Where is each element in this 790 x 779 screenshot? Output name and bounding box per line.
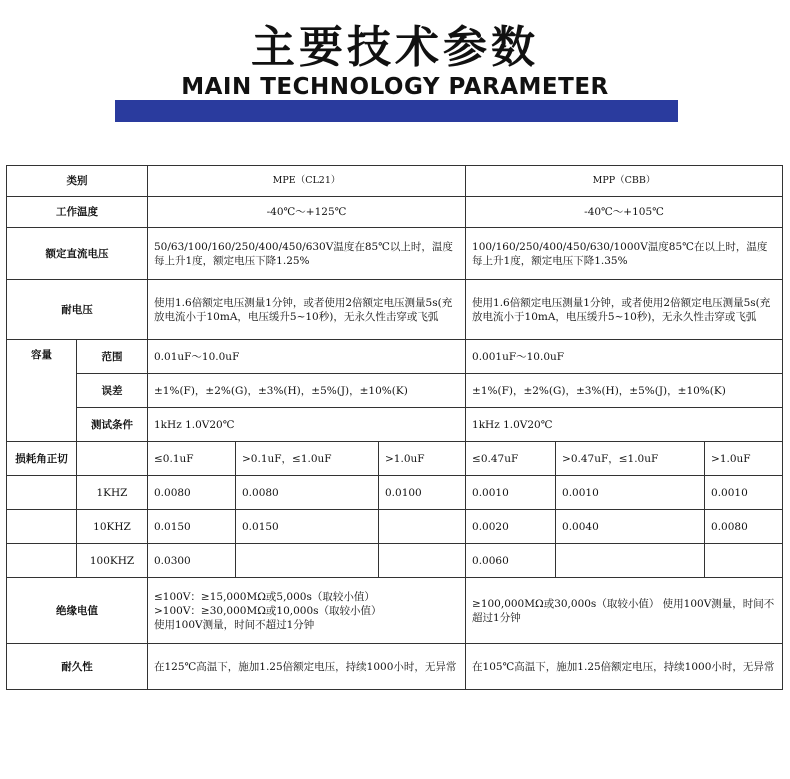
column-header-mpe: MPE（CL21） bbox=[148, 166, 466, 197]
durability-label: 耐久性 bbox=[7, 644, 148, 690]
test-condition-mpp: 1kHz 1.0V20℃ bbox=[466, 408, 783, 442]
range-label: 范围 bbox=[77, 340, 148, 374]
loss-value bbox=[379, 510, 466, 544]
temperature-label: 工作温度 bbox=[7, 197, 148, 228]
table-row-capacity-range bbox=[7, 340, 783, 374]
table-row-withstand bbox=[7, 280, 783, 340]
accent-bar bbox=[115, 100, 678, 122]
temperature-mpp: -40℃～+105℃ bbox=[466, 197, 783, 228]
insulation-mpe-line: 使用100V测量，时间不超过1分钟 bbox=[154, 618, 315, 631]
temperature-mpe: -40℃～+125℃ bbox=[148, 197, 466, 228]
loss-value bbox=[379, 544, 466, 578]
loss-value: 0.0010 bbox=[556, 476, 705, 510]
voltage-label: 额定直流电压 bbox=[7, 228, 148, 280]
loss-label: 损耗角正切 bbox=[7, 442, 77, 476]
insulation-label: 绝缘电值 bbox=[7, 578, 148, 644]
loss-freq: 1KHZ bbox=[77, 476, 148, 510]
withstand-label: 耐电压 bbox=[7, 280, 148, 340]
table-row-durability bbox=[7, 644, 783, 690]
table-row-temperature bbox=[7, 197, 783, 228]
page-title: 主要技术参数 bbox=[251, 22, 539, 73]
table-row-loss-header bbox=[7, 442, 783, 476]
loss-value bbox=[556, 544, 705, 578]
table-row-voltage bbox=[7, 228, 783, 280]
insulation-mpp: ≥100,000MΩ或30,000s（取较小值） 使用100V测量，时间不超过1分钟 bbox=[466, 578, 783, 644]
tolerance-label: 误差 bbox=[77, 374, 148, 408]
loss-value: 0.0300 bbox=[148, 544, 236, 578]
loss-freq: 100KHZ bbox=[77, 544, 148, 578]
loss-range-mpp-1: ≤0.47uF bbox=[466, 442, 556, 476]
loss-freq-blank bbox=[77, 442, 148, 476]
table-row-header bbox=[7, 166, 783, 197]
withstand-mpe: 使用1.6倍额定电压测量1分钟，或者使用2倍额定电压测量5s(充放电流小于10mA，电压缓升5~10秒)，无永久性击穿或飞弧 bbox=[148, 280, 466, 340]
loss-value: 0.0150 bbox=[236, 510, 379, 544]
durability-mpe: 在125℃高温下，施加1.25倍额定电压，持续1000小时，无异常 bbox=[148, 644, 466, 690]
loss-blank-cell bbox=[7, 476, 77, 510]
loss-range-mpp-3: >1.0uF bbox=[705, 442, 783, 476]
column-header-mpp: MPP（CBB） bbox=[466, 166, 783, 197]
loss-value: 0.0080 bbox=[705, 510, 783, 544]
loss-value: 0.0010 bbox=[705, 476, 783, 510]
withstand-mpp: 使用1.6倍额定电压测量1分钟，或者使用2倍额定电压测量5s(充放电流小于10mA，电压缓升5~10秒)，无永久性击穿或飞弧 bbox=[466, 280, 783, 340]
test-condition-label: 测试条件 bbox=[77, 408, 148, 442]
loss-blank-cell bbox=[7, 510, 77, 544]
loss-value bbox=[236, 544, 379, 578]
range-mpe: 0.01uF～10.0uF bbox=[148, 340, 466, 374]
loss-blank-cell bbox=[7, 544, 77, 578]
loss-value: 0.0020 bbox=[466, 510, 556, 544]
voltage-mpe: 50/63/100/160/250/400/450/630V温度在85℃以上时，温度每上升1度，额定电压下降1.25% bbox=[148, 228, 466, 280]
tolerance-mpp: ±1%(F)，±2%(G)，±3%(H)，±5%(J)，±10%(K) bbox=[466, 374, 783, 408]
table-row-insulation bbox=[7, 578, 783, 644]
loss-value: 0.0010 bbox=[466, 476, 556, 510]
voltage-mpp: 100/160/250/400/450/630/1000V温度85℃在以上时，温度每上升1度，额定电压下降1.35% bbox=[466, 228, 783, 280]
loss-value: 0.0080 bbox=[148, 476, 236, 510]
capacity-label: 容量 bbox=[7, 340, 77, 442]
loss-value: 0.0100 bbox=[379, 476, 466, 510]
loss-value bbox=[705, 544, 783, 578]
loss-range-mpe-1: ≤0.1uF bbox=[148, 442, 236, 476]
loss-freq: 10KHZ bbox=[77, 510, 148, 544]
loss-value: 0.0060 bbox=[466, 544, 556, 578]
table-row-capacity-test bbox=[7, 408, 783, 442]
insulation-mpe bbox=[148, 578, 466, 644]
loss-range-mpe-2: >0.1uF，≤1.0uF bbox=[236, 442, 379, 476]
insulation-mpe-line: ≤100V：≥15,000MΩ或5,000s（取较小值） bbox=[154, 590, 375, 603]
insulation-mpe-line: >100V：≥30,000MΩ或10,000s（取较小值） bbox=[154, 604, 382, 617]
loss-value: 0.0080 bbox=[236, 476, 379, 510]
range-mpp: 0.001uF～10.0uF bbox=[466, 340, 783, 374]
loss-range-mpp-2: >0.47uF，≤1.0uF bbox=[556, 442, 705, 476]
table-row-loss-1khz bbox=[7, 476, 783, 510]
test-condition-mpe: 1kHz 1.0V20℃ bbox=[148, 408, 466, 442]
spec-table bbox=[6, 165, 783, 690]
table-row-capacity-tolerance bbox=[7, 374, 783, 408]
page-subtitle: MAIN TECHNOLOGY PARAMETER bbox=[181, 74, 609, 100]
table-row-loss-10khz bbox=[7, 510, 783, 544]
loss-value: 0.0040 bbox=[556, 510, 705, 544]
loss-value: 0.0150 bbox=[148, 510, 236, 544]
loss-range-mpe-3: >1.0uF bbox=[379, 442, 466, 476]
tolerance-mpe: ±1%(F)，±2%(G)，±3%(H)，±5%(J)，±10%(K) bbox=[148, 374, 466, 408]
durability-mpp: 在105℃高温下，施加1.25倍额定电压，持续1000小时，无异常 bbox=[466, 644, 783, 690]
category-label: 类别 bbox=[7, 166, 148, 197]
table-row-loss-100khz bbox=[7, 544, 783, 578]
